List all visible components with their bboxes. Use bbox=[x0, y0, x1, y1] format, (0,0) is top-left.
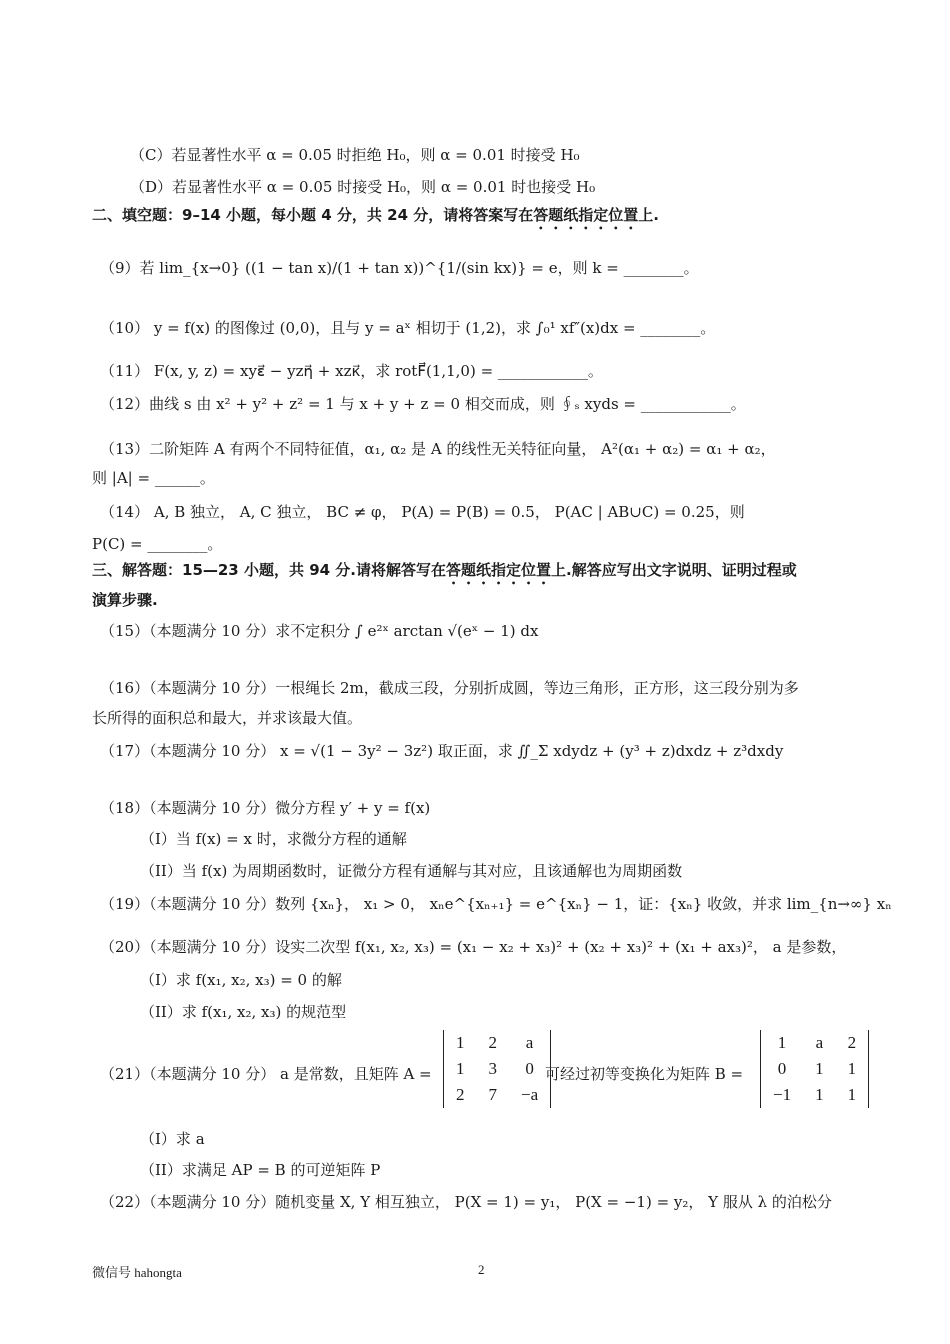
question-13-cont: 则 |A| = ______。 bbox=[92, 469, 215, 487]
question-11: （11） F(x, y, z) = xyε⃗ − yzη⃗ + xzκ⃗，求 rotF⃗(1,1,0) = ____________。 bbox=[100, 362, 603, 380]
matrix-a-cell: 1 bbox=[456, 1059, 465, 1078]
option-c: （C）若显著性水平 α = 0.05 时拒绝 H₀，则 α = 0.01 时接受 H₀ bbox=[130, 146, 580, 164]
matrix-a-cell: 3 bbox=[488, 1059, 497, 1078]
matrix-b-cell: 1 bbox=[847, 1059, 857, 1078]
question-15: （15）（本题满分 10 分）求不定积分 ∫ e²ˣ arctan √(eˣ − 1) dx bbox=[100, 622, 539, 640]
matrix-b-cell: 1 bbox=[777, 1033, 787, 1052]
matrix-b-cell: −1 bbox=[773, 1085, 792, 1104]
question-22: （22）（本题满分 10 分）随机变量 X, Y 相互独立， P(X = 1) = y₁， P(X = −1) = y₂， Y 服从 λ 的泊松分 bbox=[100, 1193, 832, 1211]
question-14: （14） A, B 独立， A, C 独立， BC ≠ φ， P(A) = P(B) = 0.5， P(AC | AB∪C) = 0.25，则 bbox=[100, 503, 745, 521]
section-3-heading-cont: 演算步骤. bbox=[92, 591, 158, 609]
matrix-a bbox=[443, 1030, 551, 1108]
question-18-part-1: （I）当 f(x) = x 时，求微分方程的通解 bbox=[140, 830, 407, 848]
section-2-heading: 二、填空题：9–14 小题，每小题 4 分，共 24 分，请将答案写在答题纸指定位置上. bbox=[92, 206, 659, 224]
question-20-part-1: （I）求 f(x₁, x₂, x₃) = 0 的解 bbox=[140, 971, 342, 989]
footer-wechat: 微信号 hahongta bbox=[92, 1265, 182, 1280]
matrix-b-cell: 2 bbox=[847, 1033, 857, 1052]
matrix-b-cell: 1 bbox=[815, 1085, 824, 1104]
question-17: （17）（本题满分 10 分） x = √(1 − 3y² − 3z²) 取正面，求 ∬_Σ xdydz + (y³ + z)dxdz + z³dxdy bbox=[100, 742, 784, 760]
question-18: （18）（本题满分 10 分）微分方程 y′ + y = f(x) bbox=[100, 799, 431, 817]
question-13: （13）二阶矩阵 A 有两个不同特征值，α₁, α₂ 是 A 的线性无关特征向量， A²(α₁ + α₂) = α₁ + α₂， bbox=[100, 440, 776, 458]
page-number: 2 bbox=[478, 1262, 485, 1277]
matrix-a-cell: 2 bbox=[488, 1033, 497, 1052]
question-12: （12）曲线 s 由 x² + y² + z² = 1 与 x + y + z = 0 相交而成，则 ∮ₛ xyds = ____________。 bbox=[100, 395, 746, 413]
matrix-b-cell: 0 bbox=[777, 1059, 787, 1078]
matrix-b-cell: 1 bbox=[847, 1085, 857, 1104]
question-21: （21）（本题满分 10 分） a 是常数，且矩阵 A = bbox=[100, 1065, 432, 1083]
question-18-part-2: （II）当 f(x) 为周期函数时，证微分方程有通解与其对应，且该通解也为周期函数 bbox=[140, 862, 683, 880]
question-14-cont: P(C) = ________。 bbox=[92, 535, 223, 553]
section-3-heading: 三、解答题：15—23 小题，共 94 分.请将解答写在答题纸指定位置上.解答应写出文字说明、证明过程或 bbox=[92, 561, 797, 579]
matrix-a-cell: 2 bbox=[456, 1085, 465, 1104]
matrix-a-cell: 1 bbox=[456, 1033, 465, 1052]
matrix-b bbox=[760, 1030, 869, 1108]
question-16: （16）（本题满分 10 分）一根绳长 2m，截成三段，分别折成圆，等边三角形，正方形，这三段分别为多 bbox=[100, 679, 799, 697]
question-19: （19）（本题满分 10 分）数列 {xₙ}， x₁ > 0， xₙe^{xₙ₊₁} = e^{xₙ} − 1，证：{xₙ} 收敛，并求 lim_{n→∞} xₙ bbox=[100, 895, 892, 913]
question-21-part-1: （I）求 a bbox=[140, 1130, 205, 1148]
matrix-b-cell: 1 bbox=[815, 1059, 824, 1078]
question-20: （20）（本题满分 10 分）设实二次型 f(x₁, x₂, x₃) = (x₁ − x₂ + x₃)² + (x₂ + x₃)² + (x₁ + ax₃)²， a 是参数， bbox=[100, 938, 847, 956]
question-16-cont: 长所得的面积总和最大，并求该最大值。 bbox=[92, 709, 363, 727]
option-d: （D）若显著性水平 α = 0.05 时接受 H₀，则 α = 0.01 时也接受 H₀ bbox=[130, 178, 596, 196]
question-9: （9）若 lim_{x→0} ((1 − tan x)/(1 + tan x))^{1/(sin kx)} = e，则 k = ________。 bbox=[100, 259, 699, 277]
question-21-part-2: （II）求满足 AP = B 的可逆矩阵 P bbox=[140, 1161, 381, 1179]
matrix-a-cell: −a bbox=[521, 1085, 539, 1104]
matrix-a-cell: a bbox=[525, 1033, 534, 1052]
question-21-mid: 可经过初等变换化为矩阵 B = bbox=[545, 1065, 744, 1083]
matrix-a-cell: 7 bbox=[488, 1085, 497, 1104]
matrix-b-cell: a bbox=[815, 1033, 824, 1052]
matrix-a-cell: 0 bbox=[525, 1059, 534, 1078]
question-20-part-2: （II）求 f(x₁, x₂, x₃) 的规范型 bbox=[140, 1003, 347, 1021]
question-10: （10） y = f(x) 的图像过 (0,0)，且与 y = aˣ 相切于 (1,2)，求 ∫₀¹ xf″(x)dx = ________。 bbox=[100, 319, 716, 337]
